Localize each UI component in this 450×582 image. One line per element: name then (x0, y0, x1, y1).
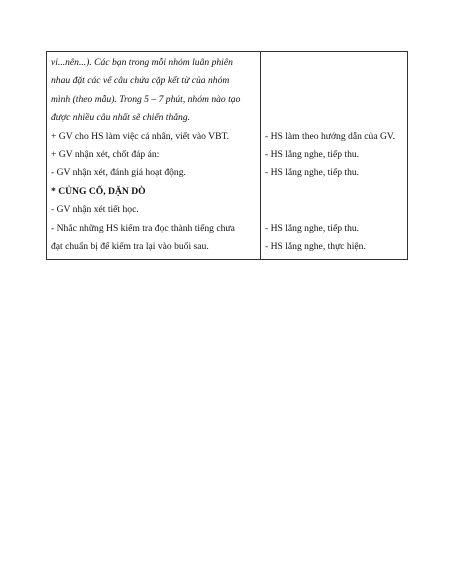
instruction-line: mình (theo mẫu). Trong 5 – 7 phút, nhóm nào tạo (51, 93, 241, 105)
reminder-line: - Nhắc những HS kiểm tra đọc thành tiếng chưa (51, 222, 235, 234)
gv-evaluate: - GV nhận xét, đánh giá hoạt động. (51, 167, 186, 179)
spacer (265, 201, 403, 219)
hs-listen: - HS lắng nghe, tiếp thu. (265, 148, 360, 160)
gv-feedback: + GV nhận xét, chốt đáp án: (51, 148, 160, 160)
hs-follow: - HS làm theo hướng dẫn của GV. (265, 130, 395, 142)
section-heading: * CỦNG CỐ, DẶN DÒ (51, 185, 146, 197)
instruction-line: nhau đặt các vế câu chứa cặp kết từ của nhóm (51, 75, 230, 87)
table-row (47, 52, 408, 260)
hs-listen-do: - HS lắng nghe, thực hiện. (265, 240, 366, 252)
hs-listen: - HS lắng nghe, tiếp thu. (265, 167, 360, 179)
gv-individual-work: + GV cho HS làm việc cá nhân, viết vào VBT. (51, 130, 230, 142)
teacher-activities-cell (47, 52, 261, 260)
gv-lesson-review: - GV nhận xét tiết học. (51, 204, 139, 216)
student-activities-cell (261, 52, 408, 260)
instruction-line: được nhiều câu nhất sẽ chiến thắng. (51, 112, 191, 124)
lesson-plan-table (46, 51, 408, 260)
spacer (265, 91, 403, 109)
spacer (265, 72, 403, 90)
spacer (265, 183, 403, 201)
reminder-line: đạt chuẩn bị để kiểm tra lại vào buổi sau. (51, 240, 209, 252)
hs-listen: - HS lắng nghe, tiếp thu. (265, 222, 360, 234)
instruction-line: vi...nên...). Các bạn trong mỗi nhóm luân phiên (51, 57, 233, 68)
spacer (265, 54, 403, 72)
spacer (265, 109, 403, 127)
